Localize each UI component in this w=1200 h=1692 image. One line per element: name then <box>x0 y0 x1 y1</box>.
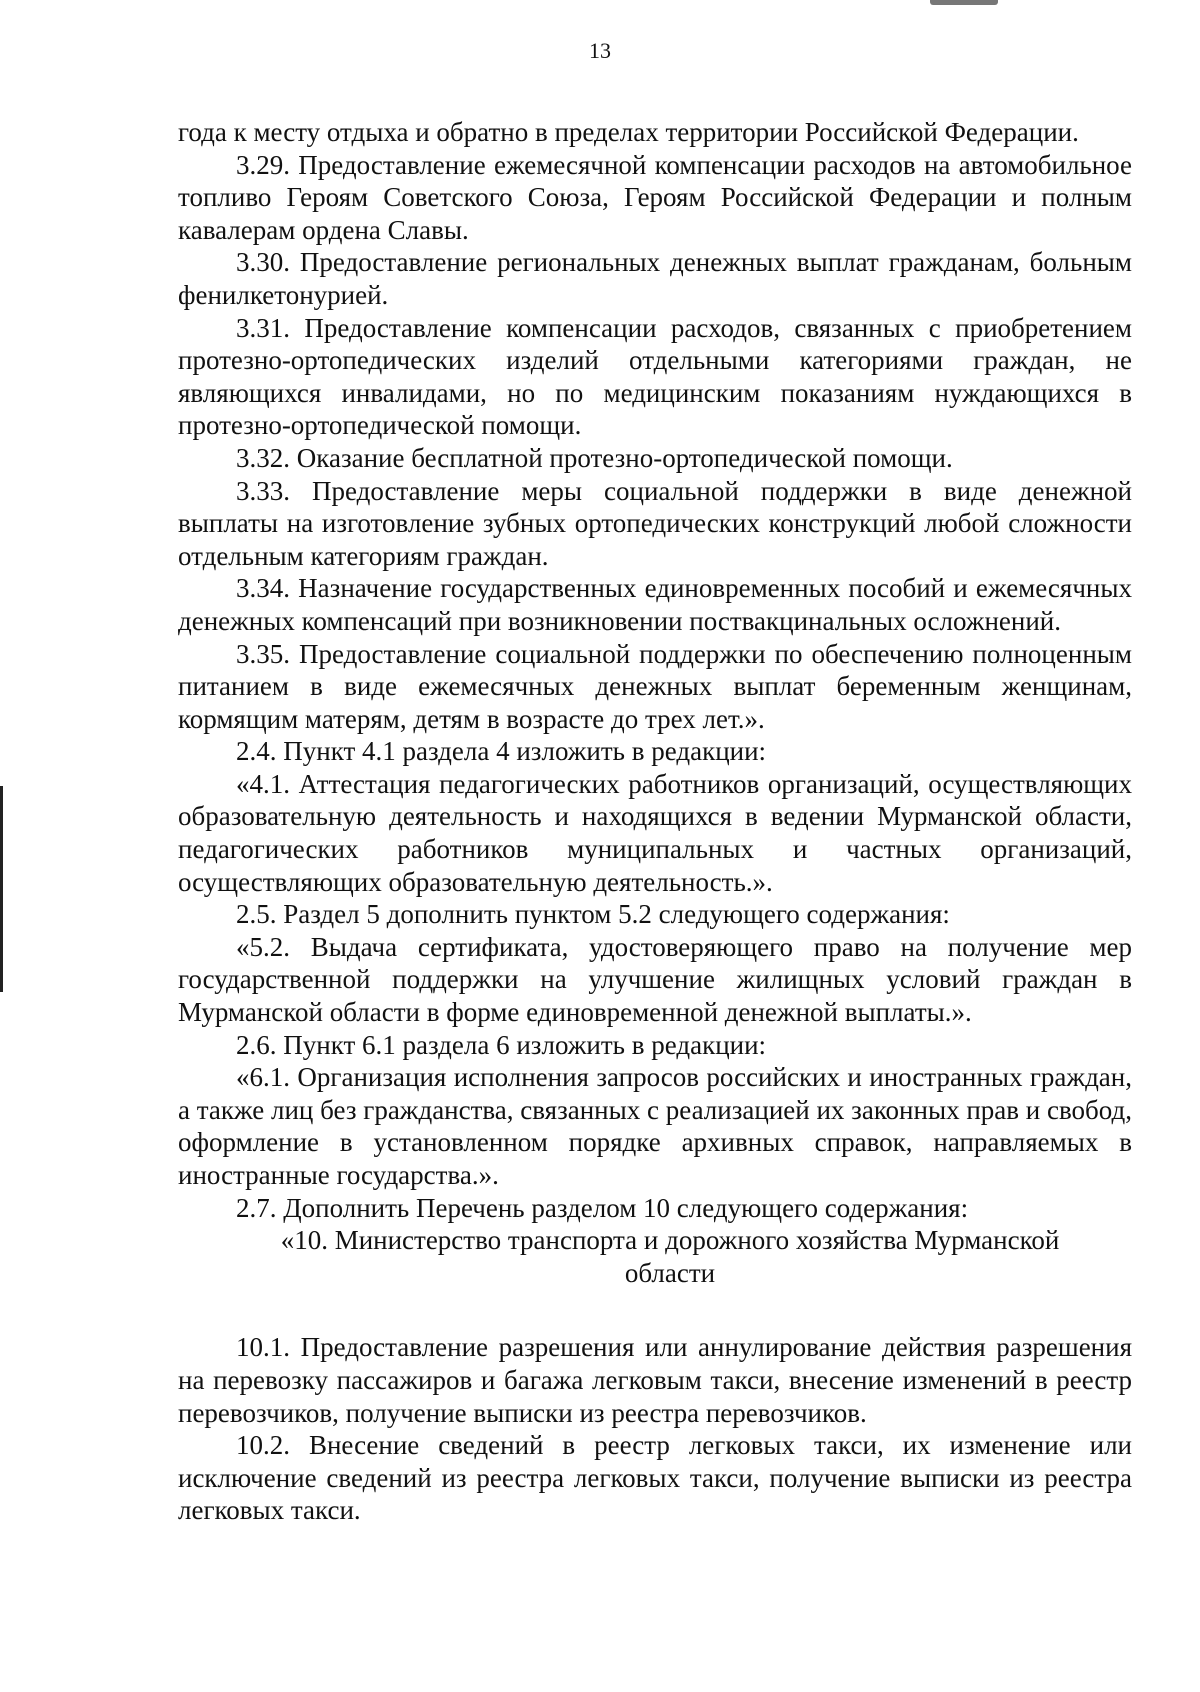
paragraph-3-31: 3.31. Предоставление компенсации расходов, связанных с приобретением протезно-ортопедических изделий отдельными категориями граждан, не являющихся инвалидами, но по медицинским показаниям нуждающихся в протезно-ортопедической помощи. <box>178 312 1132 441</box>
paragraph-6-1: «6.1. Организация исполнения запросов российских и иностранных граждан, а также лиц без гражданства, связанных с реализацией их законных прав и свобод, оформление в установленном порядке архивных справок, направляемых в иностранные государства.». <box>178 1062 1132 1190</box>
paragraph-2-4: 2.4. Пункт 4.1 раздела 4 изложить в редакции: <box>236 736 767 767</box>
spacer <box>178 1289 1132 1331</box>
document-body <box>178 116 1132 1527</box>
paragraph-10-2: 10.2. Внесение сведений в реестр легковых такси, их изменение или исключение сведений из реестра легковых такси, получение выписки из реестра легковых такси. <box>178 1430 1132 1526</box>
page-number: 13 <box>589 38 611 63</box>
paragraph-3-30: 3.30. Предоставление региональных денежных выплат гражданам, больным фенилкетонурией. <box>178 247 1132 310</box>
paragraph-3-33: 3.33. Предоставление меры социальной поддержки в виде денежной выплаты на изготовление зубных ортопедических конструкций любой сложности отдельным категориям граждан. <box>178 475 1132 571</box>
paragraph-3-29: 3.29. Предоставление ежемесячной компенсации расходов на автомобильное топливо Героям Советского Союза, Героям Российской Федерации и полным кавалерам ордена Славы. <box>178 149 1132 245</box>
section-heading-line-2: области <box>624 1257 716 1288</box>
paragraph-4-1: «4.1. Аттестация педагогических работников организаций, осуществляющих образовательную деятельность и находящихся в ведении Мурманской области, педагогических работников муниципальных и частных организаций, осуществляющих образовательную деятельность.». <box>178 768 1132 897</box>
margin-mark <box>0 786 3 992</box>
paragraph-3-35: 3.35. Предоставление социальной поддержки по обеспечению полноценным питанием в виде ежемесячных денежных выплат беременным женщинам, кормящим матерям, детям в возрасте до трех лет.». <box>178 638 1132 734</box>
paragraph-3-32: 3.32. Оказание бесплатной протезно-ортопедической помощи. <box>236 442 953 473</box>
paragraph-2-5: 2.5. Раздел 5 дополнить пунктом 5.2 следующего содержания: <box>236 899 950 930</box>
paragraph-2-7: 2.7. Дополнить Перечень разделом 10 следующего содержания: <box>236 1192 969 1223</box>
section-heading-line-1: «10. Министерство транспорта и дорожного хозяйства Мурманской <box>280 1225 1060 1256</box>
paragraph-5-2: «5.2. Выдача сертификата, удостоверяющего право на получение мер государственной поддержки на улучшение жилищных условий граждан в Мурманской области в форме единовременной денежной выплаты.». <box>178 931 1132 1028</box>
paragraph-10-1: 10.1. Предоставление разрешения или аннулирование действия разрешения на перевозку пассажиров и багажа легковым такси, внесение изменений в реестр перевозчиков, получение выписки из реестра перевозчиков. <box>178 1332 1132 1428</box>
paragraph-3-34: 3.34. Назначение государственных единовременных пособий и ежемесячных денежных компенсаций при возникновении поствакцинальных осложнений. <box>178 573 1132 636</box>
paragraph-2-6: 2.6. Пункт 6.1 раздела 6 изложить в редакции: <box>236 1029 767 1060</box>
scan-smudge <box>930 0 998 5</box>
paragraph-continuation: года к месту отдыха и обратно в пределах территории Российской Федерации. <box>178 117 1079 147</box>
